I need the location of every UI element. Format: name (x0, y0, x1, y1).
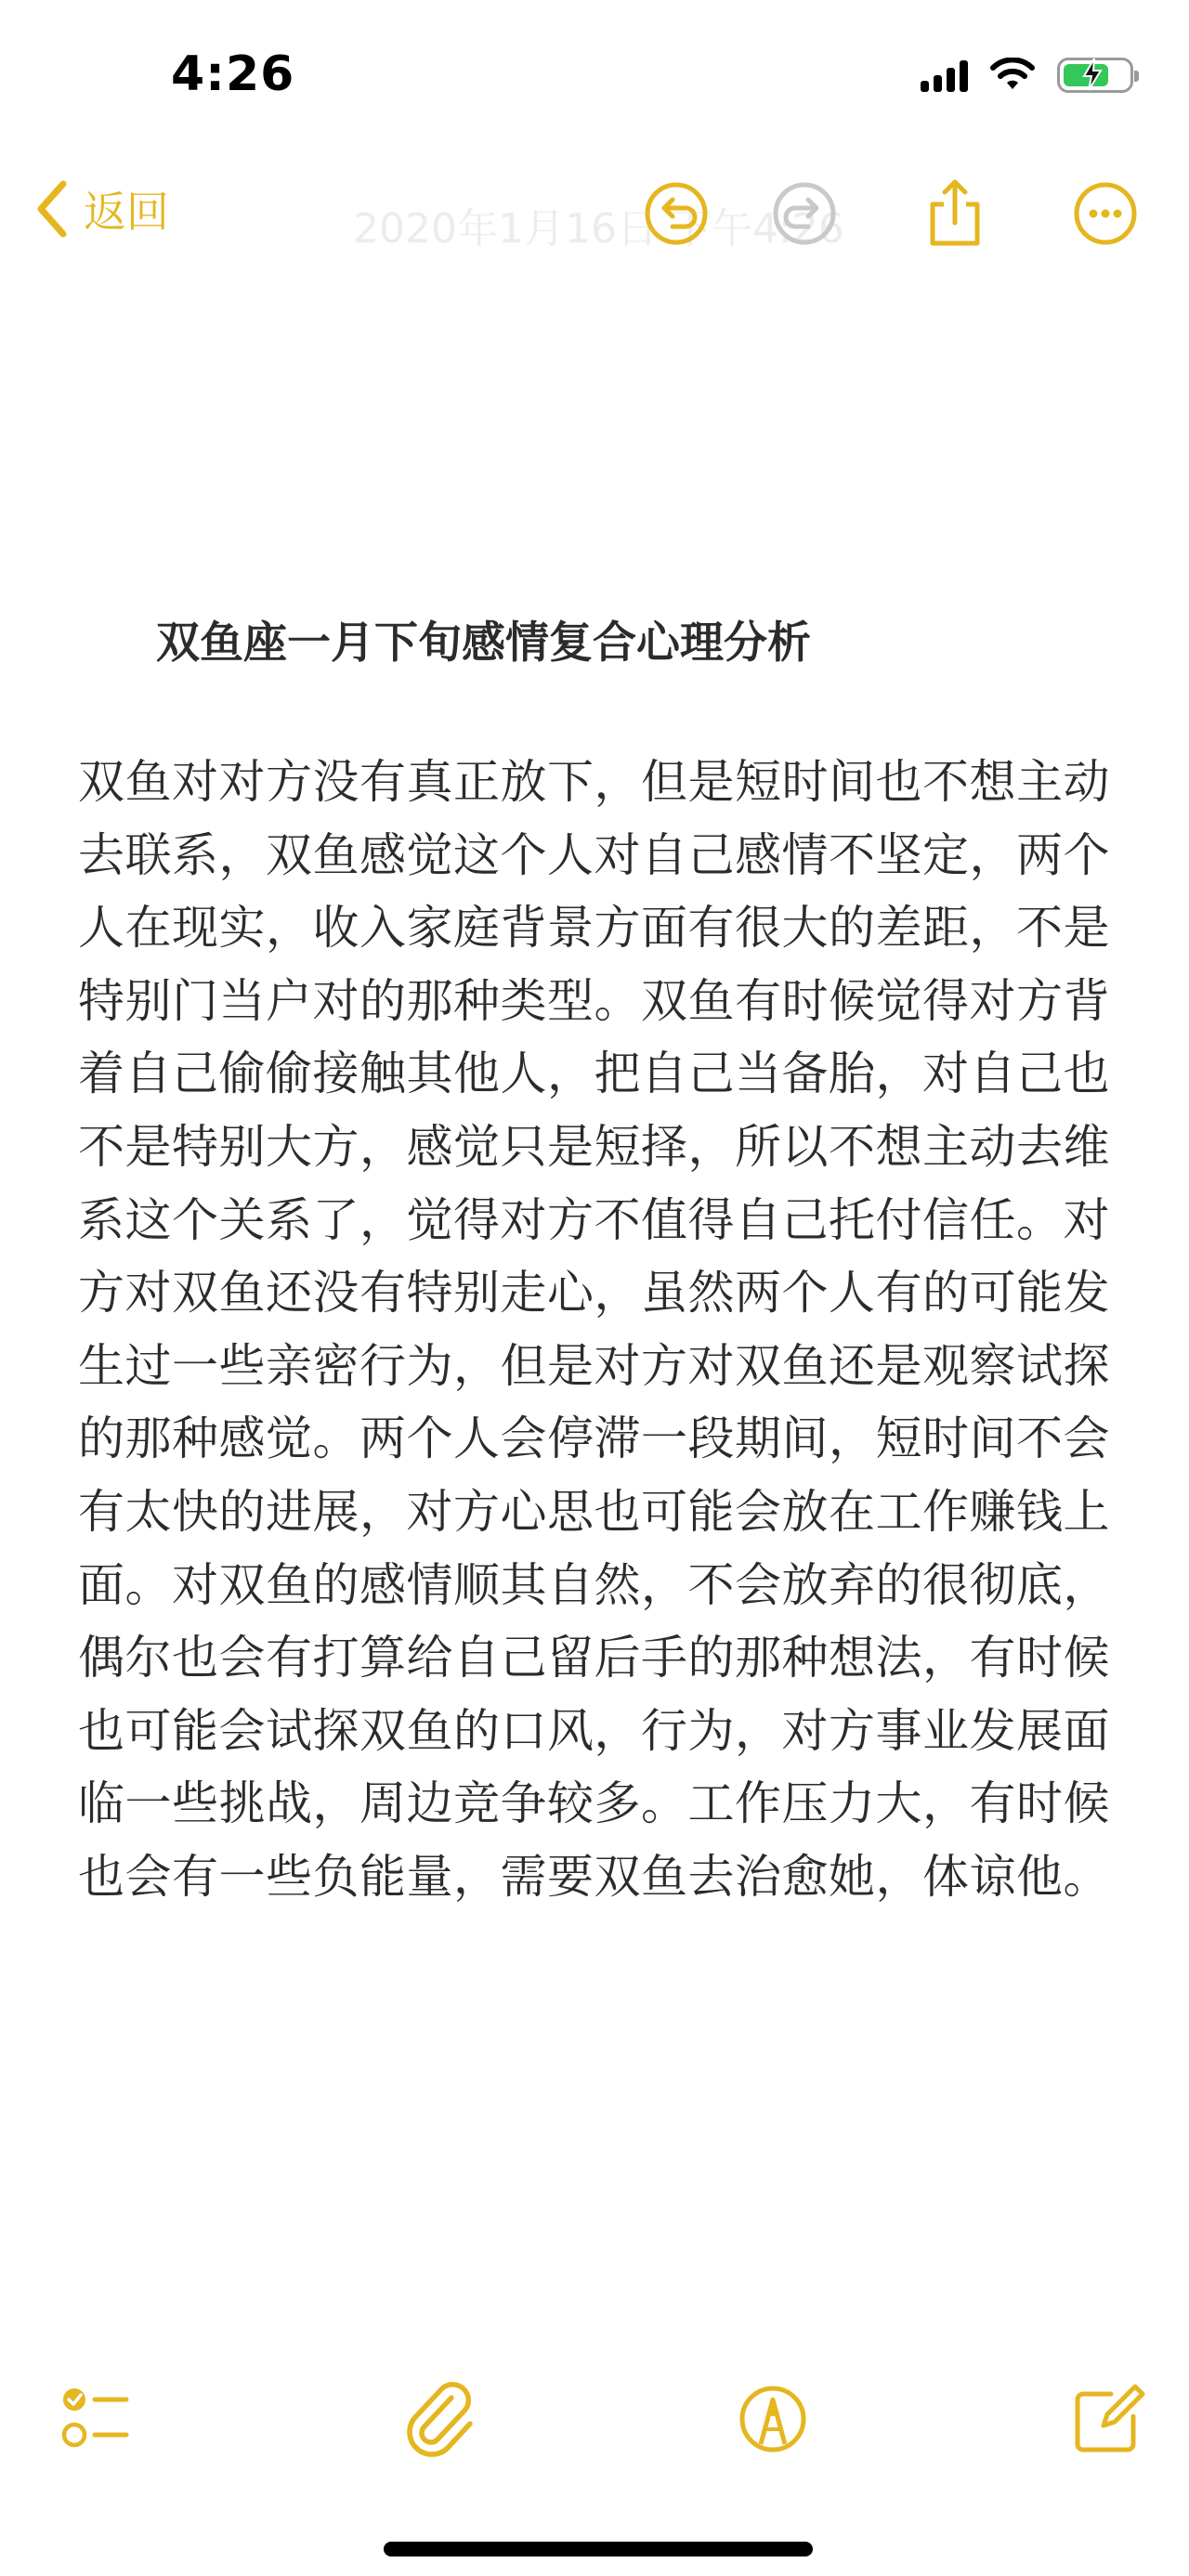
note-body-line: 面。对双鱼的感情顺其自然，不会放弃的很彻底， (78, 1557, 1110, 1612)
note-body-line: 的那种感觉。两个人会停滞一段期间，短时间不会 (78, 1412, 1110, 1466)
note-body[interactable] (78, 746, 1118, 1914)
note-body-line: 人在现实，收入家庭背景方面有很大的差距，不是 (78, 901, 1110, 956)
back-button[interactable] (33, 176, 169, 241)
undo-icon[interactable] (639, 176, 713, 251)
share-icon[interactable] (918, 176, 992, 251)
note-body-line: 也会有一些负能量，需要双鱼去治愈她，体谅他。 (78, 1849, 1110, 1904)
cellular-signal-icon (921, 59, 968, 92)
back-label: 返回 (84, 187, 169, 237)
home-indicator[interactable] (384, 2542, 813, 2556)
checklist-icon[interactable] (52, 2377, 136, 2461)
chevron-left-icon (33, 176, 71, 241)
note-body-line: 不是特别大方，感觉只是短择，所以不想主动去维 (78, 1119, 1110, 1174)
nav-bar (0, 167, 1189, 260)
attachment-icon[interactable] (398, 2377, 481, 2461)
redo-icon[interactable] (767, 176, 842, 251)
note-body-line: 去联系，双鱼感觉这个人对自己感情不坚定，两个 (78, 827, 1110, 882)
note-body-line: 方对双鱼还没有特别走心，虽然两个人有的可能发 (78, 1266, 1110, 1321)
note-body-line: 临一些挑战，周边竞争较多。工作压力大，有时候 (78, 1776, 1110, 1831)
note-body-line: 双鱼对对方没有真正放下，但是短时间也不想主动 (78, 755, 1110, 809)
bottom-toolbar (0, 2377, 1189, 2479)
note-body-line: 着自己偷偷接触其他人，把自己当备胎，对自己也 (78, 1047, 1110, 1101)
note-body-line: 也可能会试探双鱼的口风，行为，对方事业发展面 (78, 1703, 1110, 1758)
note-title[interactable]: 双鱼座一月下旬感情复合心理分析 (156, 618, 811, 669)
compose-icon[interactable] (1066, 2377, 1150, 2461)
note-date-faded: 2020年1月16日 下午4:26 (353, 205, 844, 253)
note-body-line: 系这个关系了，觉得对方不值得自己托付信任。对 (78, 1192, 1110, 1247)
note-body-line: 生过一些亲密行为，但是对方对双鱼还是观察试探 (78, 1338, 1110, 1393)
status-icons (921, 58, 1133, 93)
wifi-icon (988, 58, 1037, 93)
more-icon[interactable] (1068, 176, 1143, 251)
note-body-line: 特别门当户对的那种类型。双鱼有时候觉得对方背 (78, 973, 1110, 1028)
note-body-line: 有太快的进展，对方心思也可能会放在工作赚钱上 (78, 1484, 1110, 1539)
status-bar (0, 0, 1189, 158)
battery-charging-icon (1057, 58, 1133, 93)
note-body-line: 偶尔也会有打算给自己留后手的那种想法，有时候 (78, 1631, 1110, 1685)
markup-icon[interactable] (731, 2377, 815, 2461)
status-time: 4:26 (171, 46, 295, 102)
